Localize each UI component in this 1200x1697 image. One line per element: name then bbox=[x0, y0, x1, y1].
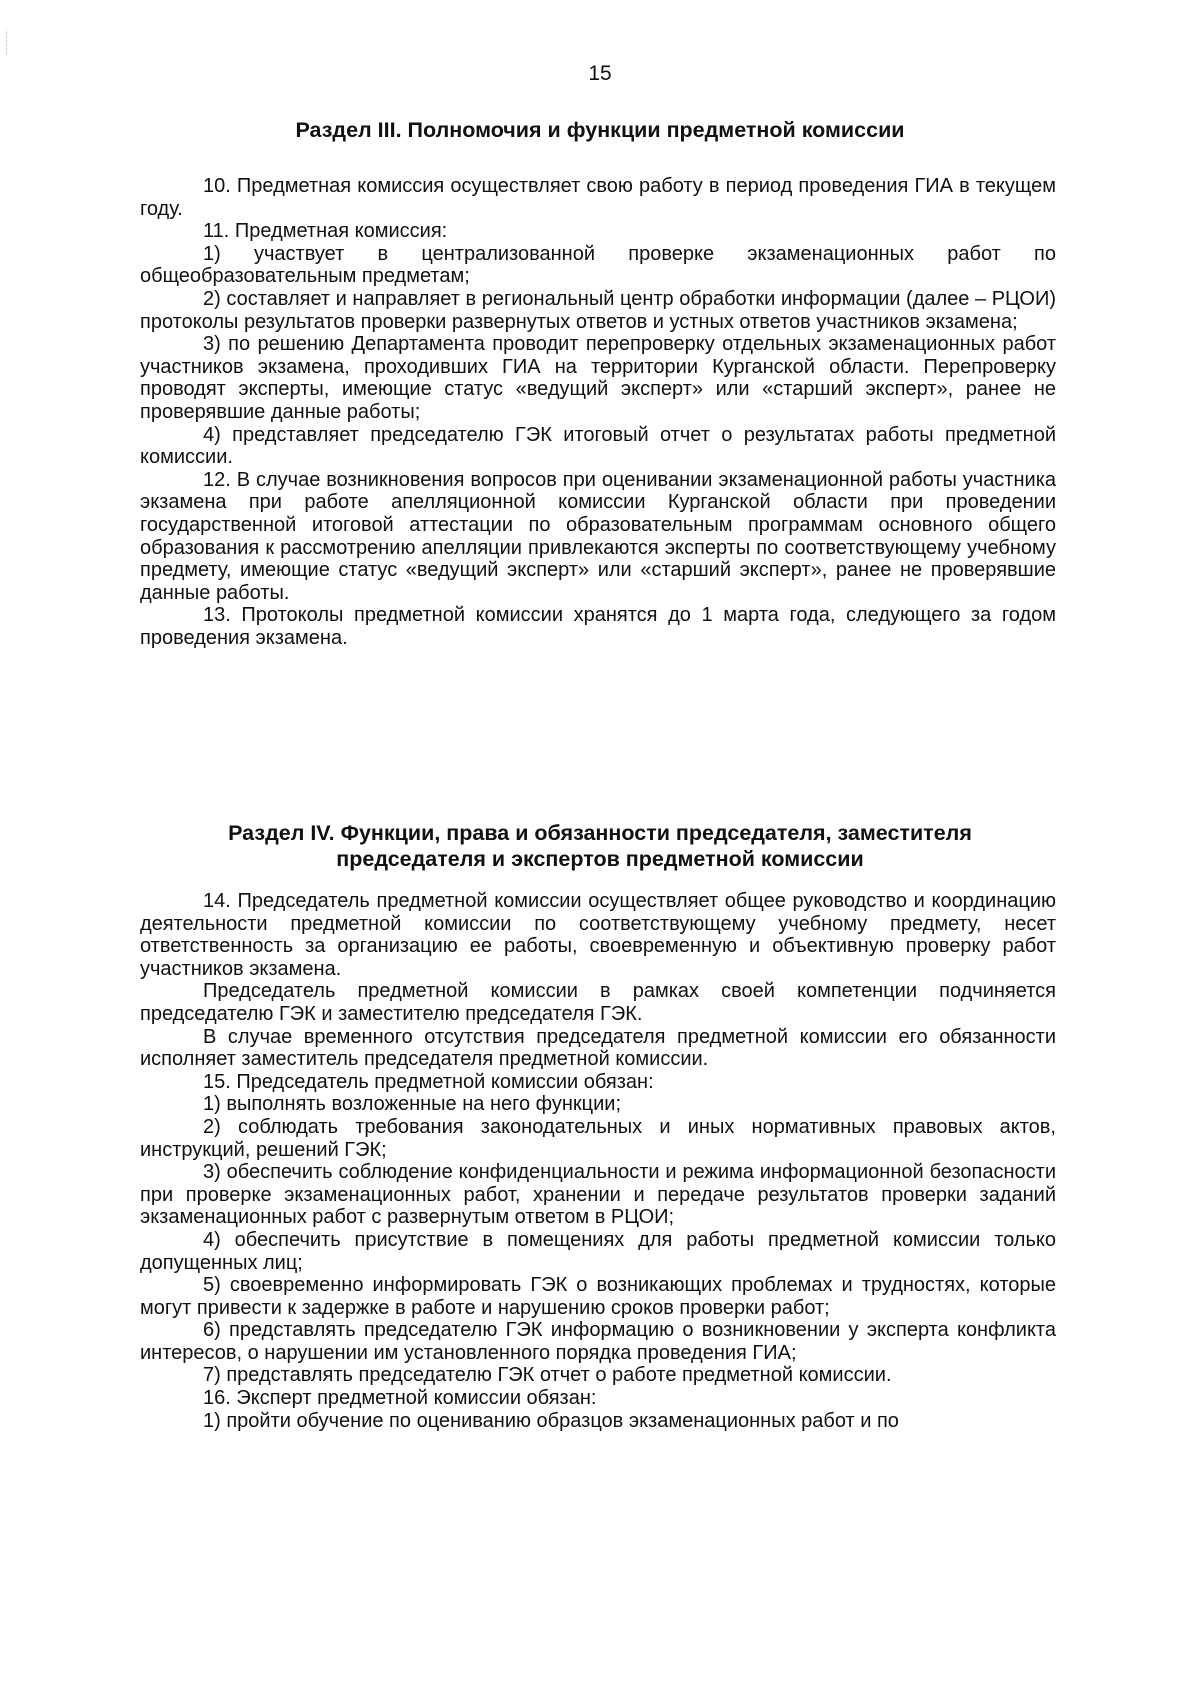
paragraph-15-item-6: 6) представлять председателю ГЭК информацию о возникновении у эксперта конфликта интересов, о нарушении им установленного порядка проведения ГИА; bbox=[140, 1319, 1056, 1364]
page-number: 15 bbox=[588, 62, 612, 85]
paragraph-15-item-3: 3) обеспечить соблюдение конфиденциальности и режима информационной безопасности при проверке экзаменационных работ, хранении и передаче результатов проверки заданий экзаменационных работ с развернутым ответом в РЦОИ; bbox=[140, 1161, 1056, 1229]
paragraph-15-item-1: 1) выполнять возложенные на него функции; bbox=[203, 1093, 622, 1116]
paragraph-15-item-4: 4) обеспечить присутствие в помещениях для работы предметной комиссии только допущенных лиц; bbox=[140, 1228, 1056, 1274]
section-4-body bbox=[140, 890, 1056, 1432]
paragraph-11-item-1: 1) участвует в централизованной проверке экзаменационных работ по общеобразовательным предметам; bbox=[140, 242, 1056, 288]
paragraph-11: 11. Предметная комиссия: bbox=[203, 220, 448, 243]
section-3-body bbox=[140, 175, 1056, 649]
section-4-title bbox=[140, 820, 1060, 872]
paragraph-14: 14. Председатель предметной комиссии осуществляет общее руководство и координацию деятельности предметной комиссии по соответствующему учебному предмету, несет ответственность за организацию ее работы, своевременную и объективную проверку работ участников экзамена. bbox=[140, 890, 1056, 980]
paragraph-15-item-7: 7) представлять председателю ГЭК отчет о работе предметной комиссии. bbox=[203, 1364, 892, 1387]
paragraph-16-item-1: 1) пройти обучение по оцениванию образцов экзаменационных работ и по bbox=[203, 1409, 899, 1432]
paragraph-12: 12. В случае возникновения вопросов при оценивании экзаменационной работы участника экзамена при работе апелляционной комиссии Курганской области при проведении государственной итоговой аттестации по образовательным программам основного общего образования к рассмотрению апелляции привлекаются эксперты по соответствующему учебному предмету, имеющие статус «ведущий эксперт» или «старший эксперт», ранее не проверявшие данные работы. bbox=[140, 468, 1056, 604]
paragraph-16: 16. Эксперт предметной комиссии обязан: bbox=[203, 1387, 597, 1410]
paragraph-14-subordination: Председатель предметной комиссии в рамках своей компетенции подчиняется председателю ГЭК и заместителю председателя ГЭК. bbox=[140, 980, 1056, 1025]
paragraph-15-item-5: 5) своевременно информировать ГЭК о возникающих проблемах и трудностях, которые могут привести к задержке в работе и нарушению сроков проверки работ; bbox=[140, 1274, 1056, 1319]
scan-edge-marks bbox=[6, 30, 9, 55]
paragraph-15: 15. Председатель предметной комиссии обязан: bbox=[203, 1070, 654, 1093]
paragraph-14-substitution: В случае временного отсутствия председателя предметной комиссии его обязанности исполняет заместитель председателя предметной комиссии. bbox=[140, 1025, 1056, 1071]
paragraph-15-item-2: 2) соблюдать требования законодательных и иных нормативных правовых актов, инструкций, решений ГЭК; bbox=[140, 1115, 1056, 1161]
section-3-title: Раздел III. Полномочия и функции предметной комиссии bbox=[295, 118, 905, 142]
section-4-title-line-2: председателя и экспертов предметной комиссии bbox=[336, 847, 864, 871]
paragraph-13: 13. Протоколы предметной комиссии хранятся до 1 марта года, следующего за годом проведения экзамена. bbox=[140, 604, 1056, 649]
section-4-title-line-1: Раздел IV. Функции, права и обязанности председателя, заместителя bbox=[228, 821, 972, 845]
paragraph-11-item-4: 4) представляет председателю ГЭК итоговый отчет о результатах работы предметной комиссии. bbox=[140, 423, 1056, 469]
paragraph-10: 10. Предметная комиссия осуществляет свою работу в период проведения ГИА в текущем году. bbox=[140, 175, 1056, 220]
paragraph-11-item-2: 2) составляет и направляет в региональный центр обработки информации (далее – РЦОИ) протоколы результатов проверки развернутых ответов и устных ответов участников экзамена; bbox=[140, 287, 1056, 333]
paragraph-11-item-3: 3) по решению Департамента проводит перепроверку отдельных экзаменационных работ участников экзамена, проходивших ГИА на территории Курганской области. Перепроверку проводят эксперты, имеющие статус «ведущий эксперт» или «старший эксперт», ранее не проверявшие данные работы; bbox=[140, 333, 1056, 423]
